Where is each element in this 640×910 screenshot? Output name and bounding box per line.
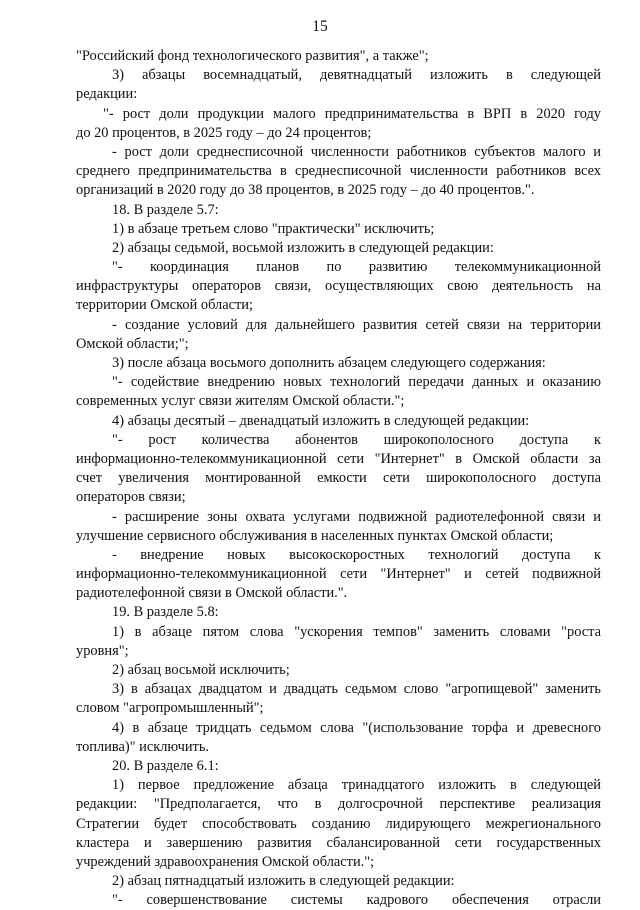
text-line: организаций в 2020 году до 38 процентов, в 2025 году – до 40 процентов.". <box>76 182 535 199</box>
document-body <box>76 47 601 910</box>
text-line: 3) после абзаца восьмого дополнить абзацем следующего содержания: <box>112 355 546 371</box>
text-line: 4) абзацы десятый – двенадцатый изложить в следующей редакции: <box>112 412 530 429</box>
text-line: учреждений здравоохранения Омской области."; <box>76 853 375 870</box>
text-line: 1) в абзаце третьем слово "практически" исключить; <box>112 220 435 237</box>
text-line: 1) первое предложение абзаца тринадцатого изложить в следующей <box>112 777 601 794</box>
text-line: Стратегии будет способствовать созданию лидирующего межрегионального <box>76 815 601 832</box>
text-line: "- рост доли продукции малого предпринимательства в ВРП в 2020 году <box>103 105 601 122</box>
text-line: - внедрение новых высокоскоростных технологий доступа к <box>112 546 601 563</box>
text-line: до 20 процентов, в 2025 году – до 24 процентов; <box>76 124 372 141</box>
text-line: кластера и завершению развития сбалансированной сети государственных <box>76 834 601 851</box>
text-line: среднего предпринимательства в среднесписочной численности работников всех <box>76 163 601 180</box>
text-line: - рост доли среднесписочной численности работников субъектов малого и <box>112 143 601 160</box>
text-line: 3) абзацы восемнадцатый, девятнадцатый изложить в следующей <box>112 67 601 84</box>
text-line: счет увеличения монтированной емкости сети широкополосного доступа <box>76 470 601 487</box>
text-line: 1) в абзаце пятом слова "ускорения темпов" заменить словами "роста <box>112 623 601 640</box>
page-number: 15 <box>312 18 328 35</box>
text-line: современных услуг связи жителям Омской области."; <box>76 393 405 410</box>
text-line: "- рост количества абонентов широкополосного доступа к <box>112 431 601 448</box>
text-line: - создание условий для дальнейшего развития сетей связи на территории <box>112 316 601 333</box>
text-line: 2) абзац восьмой исключить; <box>112 662 290 678</box>
text-line: словом "агропромышленный"; <box>76 700 264 717</box>
text-line: уровня"; <box>76 642 129 659</box>
text-line: редакции: <box>76 86 138 103</box>
text-line: операторов связи; <box>76 489 186 506</box>
section-heading: 18. В разделе 5.7: <box>112 201 219 218</box>
text-line: "- содействие внедрению новых технологий передачи данных и оказанию <box>112 374 601 391</box>
text-line: "- совершенствование системы кадрового обеспечения отрасли <box>112 892 601 909</box>
text-line: информационно-телекоммуникационной сети "Интернет" в Омской области за <box>76 450 601 467</box>
text-line: топлива)" исключить. <box>76 738 209 755</box>
text-line: редакции: "Предполагается, что в долгосрочной перспективе реализация <box>76 796 601 813</box>
text-line: инфраструктуры операторов связи, осуществляющих свою деятельность на <box>76 278 601 295</box>
text-line: информационно-телекоммуникационной сети "Интернет" и сетей подвижной <box>76 566 601 583</box>
text-line: территории Омской области; <box>76 297 254 314</box>
text-line: 4) в абзаце тридцать седьмом слова "(использование торфа и древесного <box>112 719 601 736</box>
section-heading: 19. В разделе 5.8: <box>112 604 219 621</box>
text-line: 2) абзацы седьмой, восьмой изложить в следующей редакции: <box>112 239 494 256</box>
text-line: 3) в абзацах двадцатом и двадцать седьмом слово "агропищевой" заменить <box>112 681 601 698</box>
section-heading: 20. В разделе 6.1: <box>112 757 219 774</box>
text-line: "Российский фонд технологического развития", а также"; <box>76 48 429 64</box>
text-line: "- координация планов по развитию телекоммуникационной <box>112 259 601 276</box>
text-line: Омской области;"; <box>76 335 189 352</box>
text-line: 2) абзац пятнадцатый изложить в следующей редакции: <box>112 873 455 890</box>
text-line: радиотелефонной связи в Омской области.". <box>76 585 348 602</box>
text-line: улучшение сервисного обслуживания в населенных пунктах Омской области; <box>76 527 554 544</box>
text-line: - расширение зоны охвата услугами подвижной радиотелефонной связи и <box>112 508 601 525</box>
